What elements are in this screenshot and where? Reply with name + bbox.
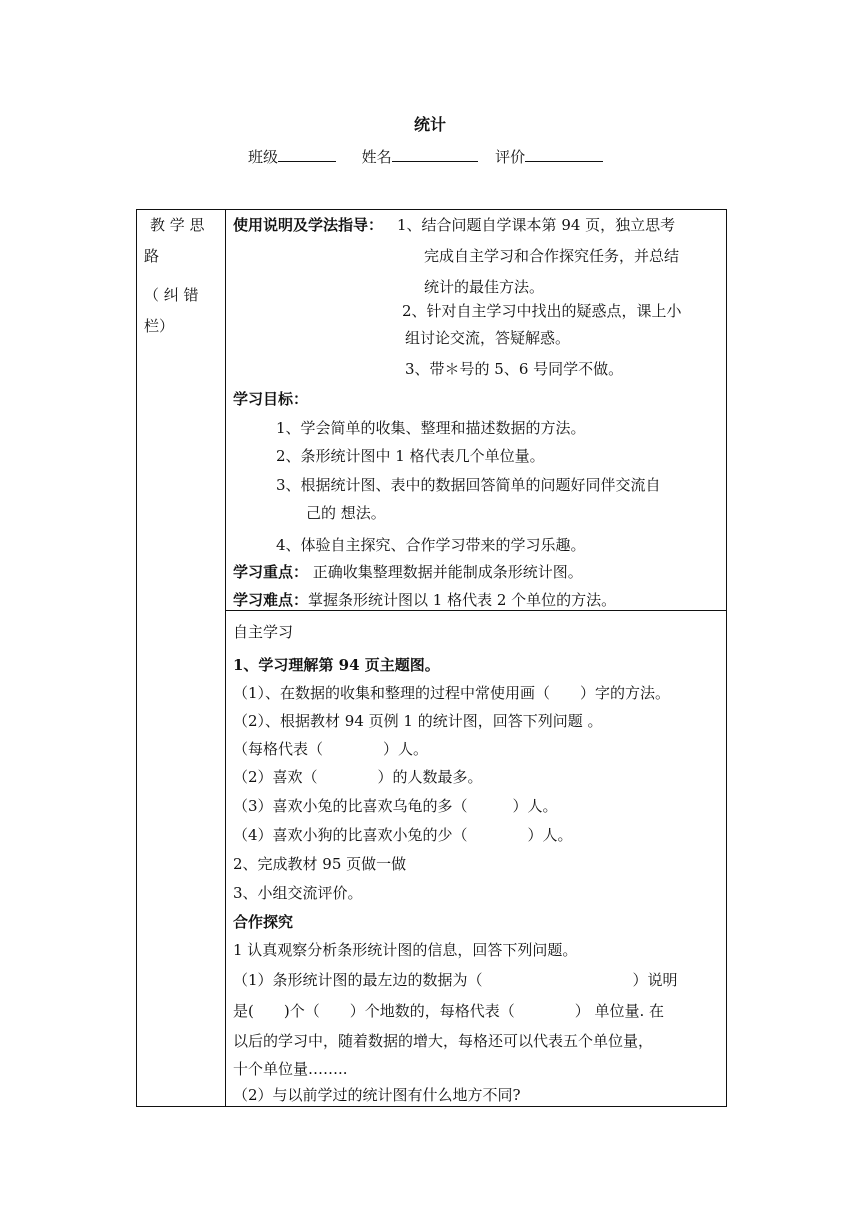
name-blank [392,147,478,162]
difficulty-label: 学习难点： [233,591,309,609]
side-label-3: （ 纠 错 [144,286,199,304]
instruction-3: 3、带＊号的 5、6 号同学不做。 [405,360,624,378]
self-study-q1-3: （每格代表（ ）人。 [233,740,429,758]
key-point-row [233,562,583,582]
instruction-1b: 完成自主学习和合作探究任务，并总结 [424,247,680,265]
eval-blank [525,147,603,162]
instruction-2b: 组讨论交流，答疑解惑。 [405,329,571,347]
coop-p1b: 是( )个（ ）个地数的，每格代表（ ） 单位量. 在 [233,1002,665,1020]
side-label-4: 栏） [144,317,175,335]
self-study-q1-1: （1）、在数据的收集和整理的过程中常使用画（ ）字的方法。 [233,684,671,702]
coop-intro: 1 认真观察分析条形统计图的信息，回答下列问题。 [233,941,578,959]
self-study-q1-6: （4）喜欢小狗的比喜欢小兔的少（ ）人。 [233,826,573,844]
goal-3b: 己的 想法。 [306,504,386,522]
self-study-q1-4: （2）喜欢（ ）的人数最多。 [233,768,483,786]
goal-3a: 3、根据统计图、表中的数据回答简单的问题好同伴交流自 [276,476,661,494]
instruction-1c: 统计的最佳方法。 [424,278,545,296]
self-study-heading: 自主学习 [233,623,294,641]
side-label-1: 教 学 思 [150,216,205,234]
difficulty-row [233,590,616,610]
coop-heading: 合作探究 [233,913,294,931]
coop-p1a: （1）条形统计图的最左边的数据为（ ）说明 [233,971,678,989]
key-point-text: 正确收集整理数据并能制成条形统计图。 [308,563,583,581]
goal-1: 1、学会简单的收集、整理和描述数据的方法。 [276,419,586,437]
goal-2: 2、条形统计图中 1 格代表几个单位量。 [276,447,545,465]
info-line [248,146,603,167]
coop-p1c: 以后的学习中，随着数据的增大，每格还可以代表五个单位量， [233,1032,654,1050]
class-blank [278,147,336,162]
self-study-q1-5: （3）喜欢小兔的比喜欢乌龟的多（ ）人。 [233,797,558,815]
self-study-q1-heading: 1、学习理解第 94 页主题图。 [233,656,440,674]
coop-p1d: 十个单位量…….. [233,1060,348,1078]
class-label: 班级 [248,148,279,166]
coop-p2: （2）与以前学过的统计图有什么地方不同? [233,1086,521,1104]
side-label-2: 路 [144,247,160,265]
instruction-1a: 1、结合问题自学课本第 94 页，独立思考 [397,216,676,234]
instructions-heading: 使用说明及学法指导： [233,216,384,234]
page-title: 统计 [413,115,446,134]
name-label: 姓名 [361,148,392,166]
column-divider [225,209,226,1107]
self-study-q3: 3、小组交流评价。 [233,884,363,902]
self-study-q2: 2、完成教材 95 页做一做 [233,855,407,873]
row-divider [225,610,727,611]
goal-4: 4、体验自主探究、合作学习带来的学习乐趣。 [276,536,586,554]
instruction-2a: 2、针对自主学习中找出的疑惑点，课上小 [402,302,682,320]
key-point-label: 学习重点： [233,563,309,581]
self-study-q1-2: （2）、根据教材 94 页例 1 的统计图，回答下列问题 。 [233,712,603,730]
eval-label: 评价 [495,148,526,166]
difficulty-text: 掌握条形统计图以 1 格代表 2 个单位的方法。 [308,591,617,609]
goals-heading: 学习目标： [233,390,309,408]
